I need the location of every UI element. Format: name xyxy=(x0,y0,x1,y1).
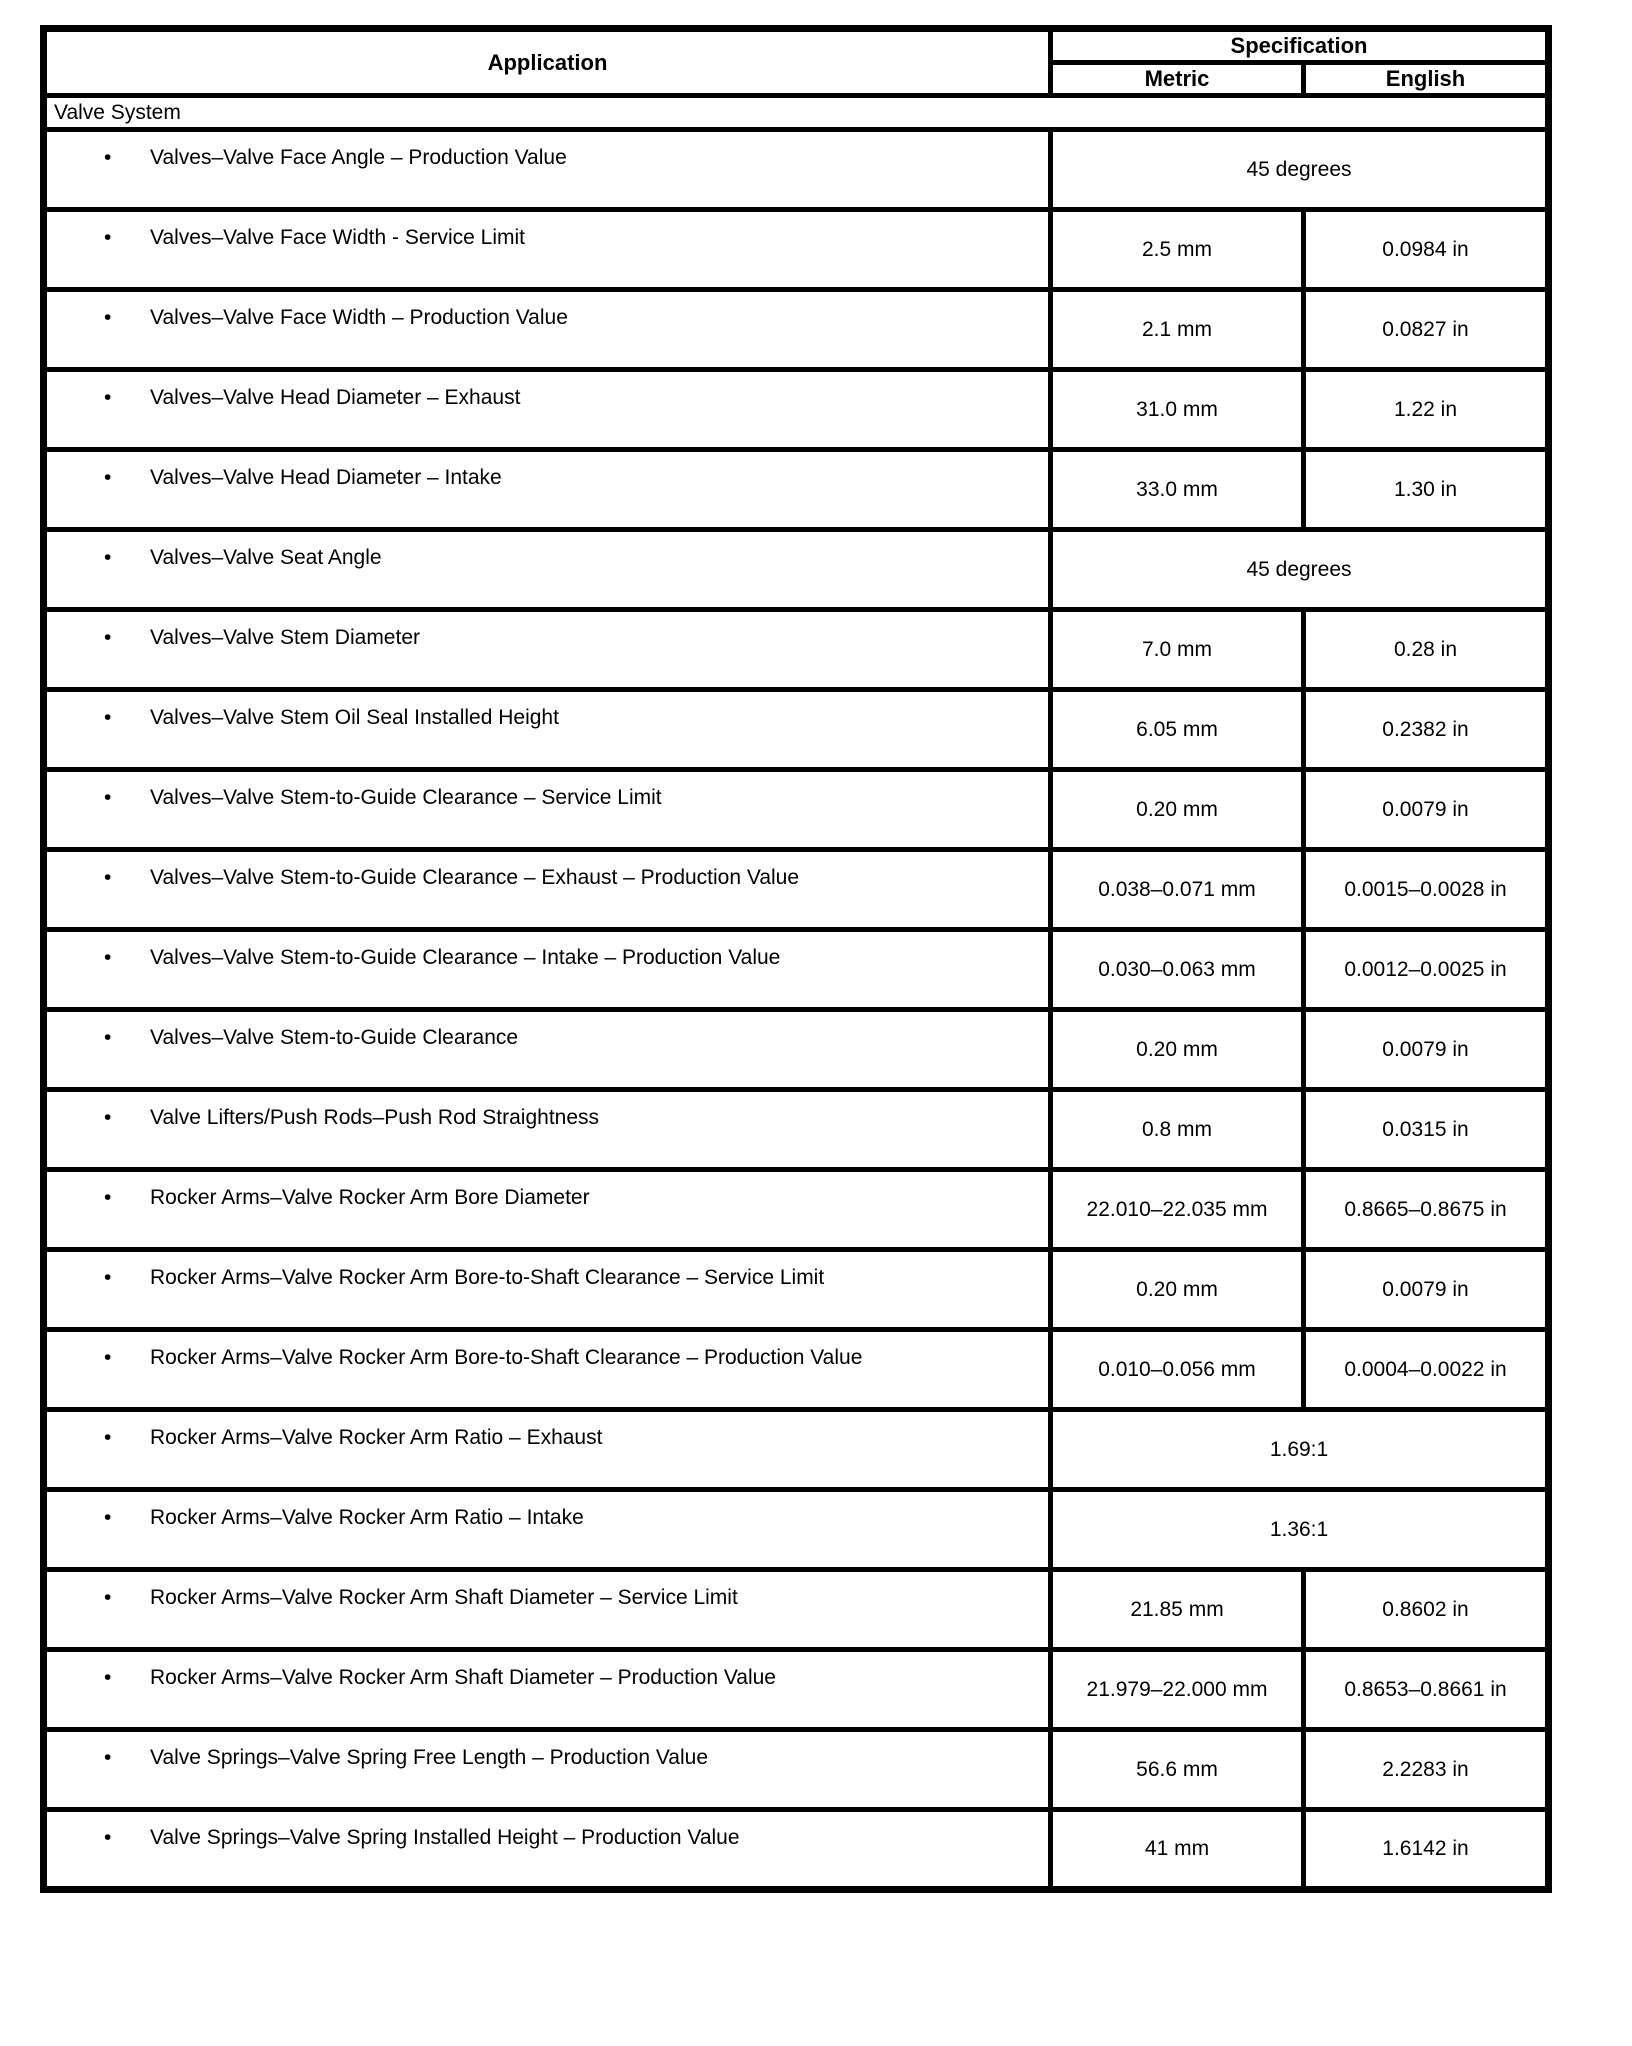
application-cell xyxy=(44,850,1051,930)
application-cell xyxy=(44,370,1051,450)
application-cell xyxy=(44,690,1051,770)
metric-value-cell: 6.05 mm xyxy=(1051,690,1304,770)
bullet-icon: • xyxy=(104,1026,112,1049)
spanned-value-cell: 1.69:1 xyxy=(1051,1410,1549,1490)
spec-row xyxy=(44,1490,1549,1570)
metric-value-cell: 41 mm xyxy=(1051,1810,1304,1890)
english-value-cell: 1.6142 in xyxy=(1304,1810,1549,1890)
spec-row xyxy=(44,530,1549,610)
spec-row xyxy=(44,770,1549,850)
application-cell xyxy=(44,1650,1051,1730)
spec-table xyxy=(40,25,1552,1893)
metric-value-cell: 0.8 mm xyxy=(1051,1090,1304,1170)
bullet-icon: • xyxy=(104,146,112,169)
bullet-icon: • xyxy=(104,1746,112,1769)
bullet-icon: • xyxy=(104,626,112,649)
english-value-cell: 0.0079 in xyxy=(1304,1250,1549,1330)
bullet-icon: • xyxy=(104,1186,112,1209)
spec-row xyxy=(44,370,1549,450)
application-cell xyxy=(44,450,1051,530)
spec-row xyxy=(44,1810,1549,1890)
english-value-cell: 0.28 in xyxy=(1304,610,1549,690)
application-cell xyxy=(44,1170,1051,1250)
spanned-value-cell: 1.36:1 xyxy=(1051,1490,1549,1570)
english-value-cell: 0.8602 in xyxy=(1304,1570,1549,1650)
specification-column-header: Specification xyxy=(1051,29,1549,63)
spec-table-header xyxy=(44,29,1549,96)
english-value-cell: 0.8665–0.8675 in xyxy=(1304,1170,1549,1250)
spec-row xyxy=(44,130,1549,210)
spec-row xyxy=(44,1570,1549,1650)
metric-value-cell: 0.20 mm xyxy=(1051,770,1304,850)
english-value-cell: 2.2283 in xyxy=(1304,1730,1549,1810)
application-label: Rocker Arms–Valve Rocker Arm Bore-to-Shaft Clearance – Service Limit xyxy=(150,1266,825,1289)
application-label: Valves–Valve Seat Angle xyxy=(150,546,382,569)
bullet-icon: • xyxy=(104,1506,112,1529)
metric-value-cell: 31.0 mm xyxy=(1051,370,1304,450)
metric-value-cell: 0.010–0.056 mm xyxy=(1051,1330,1304,1410)
application-cell xyxy=(44,1330,1051,1410)
application-cell xyxy=(44,1250,1051,1330)
metric-value-cell: 21.85 mm xyxy=(1051,1570,1304,1650)
spec-row xyxy=(44,850,1549,930)
spec-row xyxy=(44,1090,1549,1170)
application-cell xyxy=(44,290,1051,370)
section-title: Valve System xyxy=(44,96,1549,130)
metric-value-cell: 22.010–22.035 mm xyxy=(1051,1170,1304,1250)
bullet-icon: • xyxy=(104,946,112,969)
spanned-value-cell: 45 degrees xyxy=(1051,530,1549,610)
metric-value-cell: 21.979–22.000 mm xyxy=(1051,1650,1304,1730)
application-cell xyxy=(44,770,1051,850)
application-label: Valves–Valve Stem Oil Seal Installed Height xyxy=(150,706,559,729)
bullet-icon: • xyxy=(104,1426,112,1449)
bullet-icon: • xyxy=(104,466,112,489)
spec-row xyxy=(44,1410,1549,1490)
application-label: Rocker Arms–Valve Rocker Arm Shaft Diameter – Service Limit xyxy=(150,1586,738,1609)
english-value-cell: 0.0315 in xyxy=(1304,1090,1549,1170)
spec-row xyxy=(44,930,1549,1010)
metric-value-cell: 2.5 mm xyxy=(1051,210,1304,290)
application-cell xyxy=(44,210,1051,290)
english-value-cell: 0.0079 in xyxy=(1304,1010,1549,1090)
bullet-icon: • xyxy=(104,786,112,809)
english-value-cell: 1.22 in xyxy=(1304,370,1549,450)
application-cell xyxy=(44,1090,1051,1170)
spec-row xyxy=(44,1170,1549,1250)
header-row-top xyxy=(44,29,1549,63)
application-label: Valve Lifters/Push Rods–Push Rod Straightness xyxy=(150,1106,600,1129)
application-cell xyxy=(44,930,1051,1010)
metric-value-cell: 56.6 mm xyxy=(1051,1730,1304,1810)
spec-table-body xyxy=(44,96,1549,1890)
application-cell xyxy=(44,1730,1051,1810)
application-label: Valves–Valve Head Diameter – Exhaust xyxy=(150,386,521,409)
spec-row xyxy=(44,1250,1549,1330)
application-label: Valves–Valve Face Width – Production Value xyxy=(150,306,568,329)
bullet-icon: • xyxy=(104,1106,112,1129)
application-label: Valves–Valve Stem-to-Guide Clearance – Exhaust – Production Value xyxy=(150,866,800,889)
english-value-cell: 0.8653–0.8661 in xyxy=(1304,1650,1549,1730)
application-label: Valves–Valve Stem Diameter xyxy=(150,626,420,649)
application-label: Rocker Arms–Valve Rocker Arm Ratio – Exhaust xyxy=(150,1426,603,1449)
metric-value-cell: 0.20 mm xyxy=(1051,1250,1304,1330)
spec-row xyxy=(44,610,1549,690)
section-row xyxy=(44,96,1549,130)
english-value-cell: 1.30 in xyxy=(1304,450,1549,530)
metric-value-cell: 0.038–0.071 mm xyxy=(1051,850,1304,930)
metric-value-cell: 0.030–0.063 mm xyxy=(1051,930,1304,1010)
metric-value-cell: 2.1 mm xyxy=(1051,290,1304,370)
application-cell xyxy=(44,1570,1051,1650)
bullet-icon: • xyxy=(104,1266,112,1289)
application-label: Valve Springs–Valve Spring Free Length – Production Value xyxy=(150,1746,709,1769)
metric-value-cell: 0.20 mm xyxy=(1051,1010,1304,1090)
application-label: Rocker Arms–Valve Rocker Arm Ratio – Intake xyxy=(150,1506,584,1529)
application-column-header: Application xyxy=(44,29,1051,96)
english-value-cell: 0.0004–0.0022 in xyxy=(1304,1330,1549,1410)
application-label: Rocker Arms–Valve Rocker Arm Bore Diameter xyxy=(150,1186,590,1209)
metric-value-cell: 33.0 mm xyxy=(1051,450,1304,530)
spec-row xyxy=(44,1010,1549,1090)
metric-column-header: Metric xyxy=(1051,63,1304,96)
english-value-cell: 0.0984 in xyxy=(1304,210,1549,290)
application-label: Valve Springs–Valve Spring Installed Height – Production Value xyxy=(150,1826,740,1849)
bullet-icon: • xyxy=(104,1346,112,1369)
application-cell xyxy=(44,130,1051,210)
application-label: Valves–Valve Face Angle – Production Value xyxy=(150,146,567,169)
bullet-icon: • xyxy=(104,1826,112,1849)
application-label: Valves–Valve Stem-to-Guide Clearance – Service Limit xyxy=(150,786,662,809)
spec-row xyxy=(44,1330,1549,1410)
english-value-cell: 0.0015–0.0028 in xyxy=(1304,850,1549,930)
bullet-icon: • xyxy=(104,226,112,249)
application-cell xyxy=(44,1490,1051,1570)
metric-value-cell: 7.0 mm xyxy=(1051,610,1304,690)
application-label: Rocker Arms–Valve Rocker Arm Bore-to-Shaft Clearance – Production Value xyxy=(150,1346,863,1369)
application-cell xyxy=(44,1810,1051,1890)
application-cell xyxy=(44,1010,1051,1090)
application-label: Rocker Arms–Valve Rocker Arm Shaft Diameter – Production Value xyxy=(150,1666,776,1689)
bullet-icon: • xyxy=(104,866,112,889)
english-value-cell: 0.0079 in xyxy=(1304,770,1549,850)
spec-row xyxy=(44,1730,1549,1810)
application-cell xyxy=(44,1410,1051,1490)
application-cell xyxy=(44,610,1051,690)
bullet-icon: • xyxy=(104,706,112,729)
english-value-cell: 0.2382 in xyxy=(1304,690,1549,770)
bullet-icon: • xyxy=(104,546,112,569)
application-label: Valves–Valve Stem-to-Guide Clearance xyxy=(150,1026,519,1049)
english-value-cell: 0.0827 in xyxy=(1304,290,1549,370)
english-column-header: English xyxy=(1304,63,1549,96)
english-value-cell: 0.0012–0.0025 in xyxy=(1304,930,1549,1010)
spec-row xyxy=(44,1650,1549,1730)
application-cell xyxy=(44,530,1051,610)
bullet-icon: • xyxy=(104,386,112,409)
application-label: Valves–Valve Face Width - Service Limit xyxy=(150,226,526,249)
spec-row xyxy=(44,450,1549,530)
spec-row xyxy=(44,690,1549,770)
spec-row xyxy=(44,290,1549,370)
spanned-value-cell: 45 degrees xyxy=(1051,130,1549,210)
bullet-icon: • xyxy=(104,1586,112,1609)
application-label: Valves–Valve Head Diameter – Intake xyxy=(150,466,502,489)
application-label: Valves–Valve Stem-to-Guide Clearance – Intake – Production Value xyxy=(150,946,781,969)
bullet-icon: • xyxy=(104,306,112,329)
spec-row xyxy=(44,210,1549,290)
bullet-icon: • xyxy=(104,1666,112,1689)
